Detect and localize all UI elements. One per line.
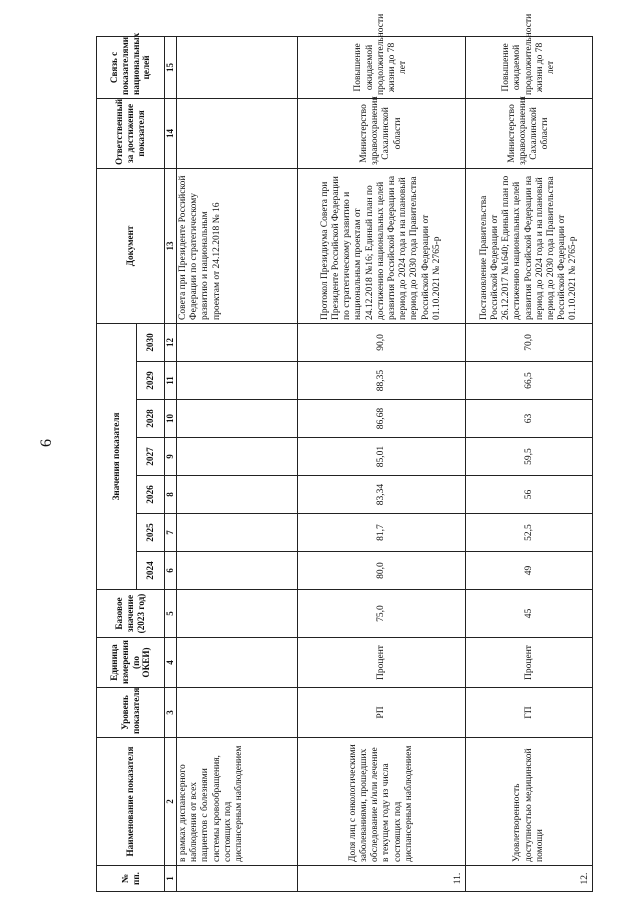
header-level: Уровень показателя [97,688,165,738]
row-value: 56 [466,476,593,514]
row-document: Протокол Президиума Совета при Президенте Российской Федерации по стратегическому развитию и национальным проектам от 24.12.2018 №16; Единый план по достижению национальных целей развития Российской Федерации на период до 2024 года и на плановый период до 2030 года Правительства Российской Федерации от 01.10.2021 № 2765-р [297,168,466,323]
row-value: 83,34 [297,476,466,514]
index-cell: 1 [165,866,177,892]
row-value: 85,01 [297,438,466,476]
row-unit: Процент [297,638,466,688]
table-row [466,36,593,891]
header-year: 2027 [137,438,165,476]
row-document: Совета при Президенте Российской Федерации по стратегическому развитию и национальным проектам от 24.12.2018 № 16 [177,168,298,323]
row-responsible [177,98,298,168]
header-name: Наименование показателя [97,738,165,866]
index-cell: 7 [165,514,177,552]
header-year: 2025 [137,514,165,552]
row-value [177,323,298,361]
row-base [177,590,298,638]
table-row [297,36,466,891]
row-name: Доля лиц с онкологическими заболеваниями, прошедших обследование и/или лечение в текущем году из числа состоящих под диспансерным наблюдением [297,738,466,866]
row-responsible: Министерство здравоохранения Сахалинской области [466,98,593,168]
row-value: 86,68 [297,400,466,438]
row-value [177,362,298,400]
row-value [177,476,298,514]
index-cell: 4 [165,638,177,688]
row-base: 45 [466,590,593,638]
row-base: 75,0 [297,590,466,638]
page-number: 6 [38,439,55,447]
row-value [177,438,298,476]
index-cell: 2 [165,738,177,866]
row-link [177,36,298,98]
row-num: 11. [297,866,466,892]
index-cell: 6 [165,552,177,590]
header-document: Документ [97,168,165,323]
row-value: 63 [466,400,593,438]
row-value: 70,0 [466,323,593,361]
row-value: 88,35 [297,362,466,400]
index-cell: 12 [165,323,177,361]
header-responsible: Ответственный за достижение показателя [97,98,165,168]
row-value: 90,0 [297,323,466,361]
row-document: Постановление Правительства Российской Федерации от 26.12.2017 №1640; Единый план по достижению национальных целей развития Российской Федерации на период до 2024 года и на плановый период до 2030 года Правительства Российской Федерации от 01.10.2021 № 2765-р [466,168,593,323]
row-value: 81,7 [297,514,466,552]
index-cell: 11 [165,362,177,400]
row-level: ГП [466,688,593,738]
row-value [177,552,298,590]
row-num [177,866,298,892]
header-base: Базовое значение (2023 год) [97,590,165,638]
row-unit [177,638,298,688]
row-num: 12. [466,866,593,892]
row-level: РП [297,688,466,738]
header-link: Связь с показателями национальных целей [97,36,165,98]
header-year: 2029 [137,362,165,400]
index-cell: 13 [165,168,177,323]
row-value: 80,0 [297,552,466,590]
row-value [177,514,298,552]
column-index-row [165,36,177,891]
indicators-table [96,13,593,892]
row-link: Повышение ожидаемой продолжительности жизни до 78 лет [466,36,593,98]
row-value [177,400,298,438]
index-cell: 15 [165,36,177,98]
row-name: Удовлетворенность доступностью медицинской помощи [466,738,593,866]
row-name: в рамках диспансерного наблюдения от всех пациентов с болезнями системы кровообращения, состоящих под диспансерным наблюдением [177,738,298,866]
rotated-table-wrapper [96,13,593,892]
header-year: 2028 [137,400,165,438]
row-value: 52,5 [466,514,593,552]
header-year: 2026 [137,476,165,514]
index-cell: 8 [165,476,177,514]
header-unit: Единица измерения (по ОКЕИ) [97,638,165,688]
index-cell: 9 [165,438,177,476]
index-cell: 3 [165,688,177,738]
row-value: 66,5 [466,362,593,400]
index-cell: 14 [165,98,177,168]
row-value: 49 [466,552,593,590]
index-cell: 5 [165,590,177,638]
table-row [177,36,298,891]
row-responsible: Министерство здравоохранения Сахалинской области [297,98,466,168]
index-cell: 10 [165,400,177,438]
header-num: № пп. [97,866,165,892]
header-values-group: Значения показателя [97,323,137,589]
header-year: 2024 [137,552,165,590]
row-unit: Процент [466,638,593,688]
header-year: 2030 [137,323,165,361]
row-level [177,688,298,738]
row-value: 59,5 [466,438,593,476]
row-link: Повышение ожидаемой продолжительности жизни до 78 лет [297,36,466,98]
